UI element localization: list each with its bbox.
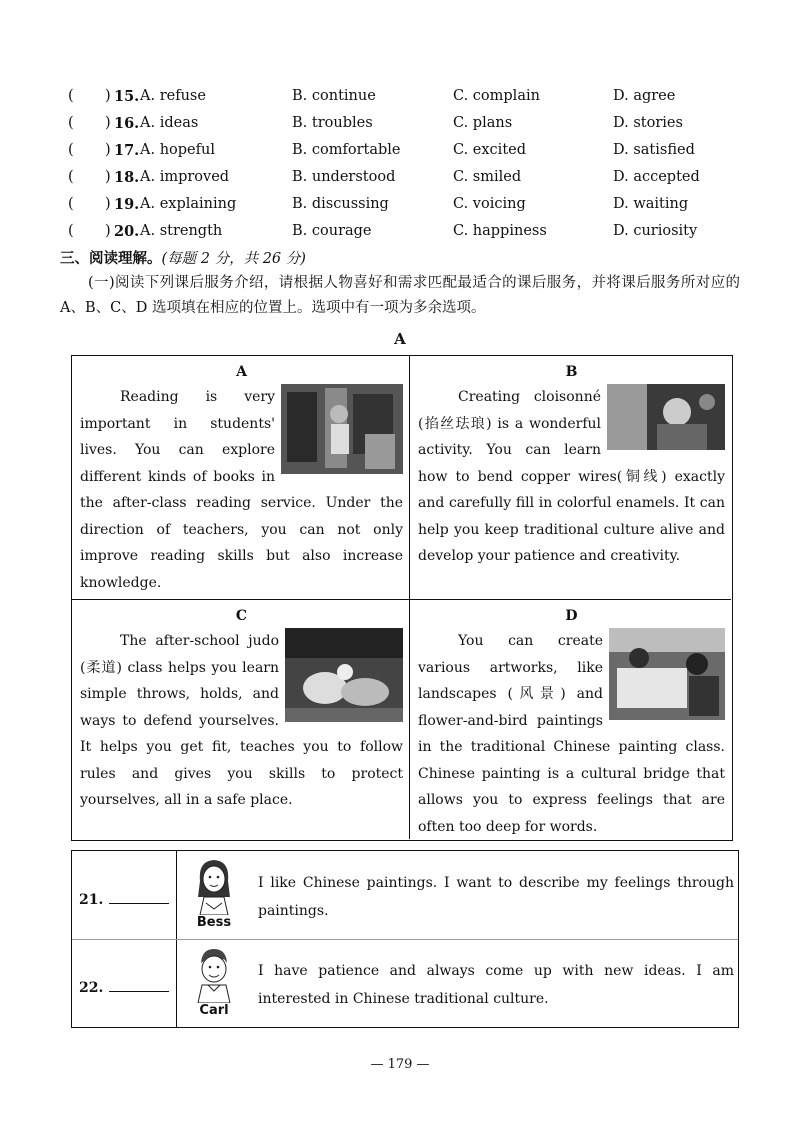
answer-paren-right: ): [105, 196, 111, 212]
answer-paren-left: (: [68, 196, 74, 212]
mc-row: [60, 196, 760, 223]
answer-paren-right: ): [105, 115, 111, 131]
answer-blank[interactable]: [109, 891, 169, 904]
cloisonne-photo: [607, 384, 725, 450]
question-number: 16.: [114, 115, 140, 132]
character-statement: I like Chinese paintings. I want to describe my feelings through paintings.: [258, 875, 734, 919]
service-card-b: [410, 356, 731, 600]
card-label: C: [235, 608, 248, 624]
answer-paren-left: (: [68, 115, 74, 131]
question-number: 17.: [114, 142, 140, 159]
option-d: D. satisfied: [613, 142, 695, 158]
option-c: C. excited: [453, 142, 527, 158]
option-b: B. discussing: [292, 196, 389, 212]
answer-slot: [79, 979, 169, 996]
card-text: You can create various artworks, like landscapes (风景) and flower-and-bird paintings in the traditional Chinese painting class. Chinese painting is a cultural bridge that allows you to express feelings that are often too deep for words.: [418, 633, 725, 835]
section-title: 三、阅读理解。: [60, 250, 162, 267]
option-c: C. voicing: [453, 196, 526, 212]
question-number: 19.: [114, 196, 140, 213]
service-grid: [71, 355, 733, 841]
answer-paren-left: (: [68, 88, 74, 104]
matching-table: [71, 850, 739, 1028]
answer-paren-right: ): [105, 223, 111, 239]
answer-paren-left: (: [68, 169, 74, 185]
card-label: D: [565, 608, 578, 624]
character-name: Carl: [199, 1003, 229, 1018]
option-d: D. stories: [613, 115, 683, 131]
option-a: A. refuse: [140, 88, 206, 104]
question-number: 20.: [114, 223, 140, 240]
option-c: C. complain: [453, 88, 540, 104]
answer-blank[interactable]: [109, 979, 169, 992]
service-card-a: [72, 356, 410, 600]
section-instruction: (一)阅读下列课后服务介绍，请根据人物喜好和需求匹配最适合的课后服务，并将课后服务所对应的 A、B、C、D 选项填在相应的位置上。选项中有一项为多余选项。: [60, 275, 740, 316]
mc-row: [60, 115, 760, 142]
option-d: D. curiosity: [613, 223, 698, 239]
card-text: The after-school judo (柔道) class helps you learn simple throws, holds, and ways to defend yourselves. It helps you get fit, teaches you to follow rules and gives you skills to protect yourselves, all in a safe place.: [80, 633, 403, 808]
answer-slot: [79, 891, 169, 908]
question-number: 18.: [114, 169, 140, 186]
option-c: C. smiled: [453, 169, 522, 185]
service-card-c: [72, 600, 410, 839]
multiple-choice-list: [60, 88, 760, 250]
judo-photo: [285, 628, 403, 722]
option-b: B. courage: [292, 223, 372, 239]
option-a: A. hopeful: [140, 142, 215, 158]
answer-paren-right: ): [105, 169, 111, 185]
card-label: A: [236, 364, 247, 380]
page-number: — 179 —: [370, 1057, 430, 1072]
answer-paren-right: ): [105, 88, 111, 104]
option-d: D. accepted: [613, 169, 700, 185]
match-row: [72, 851, 738, 940]
section-score: (每题 2 分，共 26 分): [161, 251, 306, 267]
service-card-d: [410, 600, 731, 839]
option-a: A. strength: [140, 223, 223, 239]
reading-photo: [281, 384, 403, 474]
option-a: A. ideas: [140, 115, 199, 131]
match-row: [72, 939, 738, 1027]
painting-class-photo: [609, 628, 725, 720]
card-label: B: [565, 364, 578, 380]
option-a: A. explaining: [140, 196, 237, 212]
character-name: Bess: [196, 915, 232, 930]
mc-row: [60, 142, 760, 169]
answer-paren-left: (: [68, 142, 74, 158]
mc-row: [60, 223, 760, 250]
character-statement: I have patience and always come up with new ideas. I am interested in Chinese traditional culture.: [258, 963, 734, 1007]
mc-row: [60, 169, 760, 196]
passage-label: A: [394, 330, 406, 348]
boy-avatar-icon: [192, 945, 236, 1003]
option-d: D. waiting: [613, 196, 689, 212]
mc-row: [60, 88, 760, 115]
option-b: B. understood: [292, 169, 396, 185]
option-d: D. agree: [613, 88, 676, 104]
card-text: Reading is very important in students' lives. You can explore different kinds of books in the after-class reading service. Under the direction of teachers, you can not only improve reading skills but also increase knowledge.: [80, 389, 403, 591]
answer-paren-right: ): [105, 142, 111, 158]
option-b: B. troubles: [292, 115, 373, 131]
card-text: Creating cloisonné (掐丝珐琅) is a wonderful activity. You can learn how to bend copper wires(铜线) exactly and carefully fill in colorful enamels. It can help you keep traditional culture alive and develop your patience and creativity.: [418, 389, 725, 564]
option-a: A. improved: [140, 169, 230, 185]
question-number: 15.: [114, 88, 140, 105]
girl-avatar-icon: [192, 857, 236, 915]
option-c: C. plans: [453, 115, 513, 131]
option-c: C. happiness: [453, 223, 547, 239]
section-heading: [60, 247, 306, 268]
option-b: B. comfortable: [292, 142, 401, 158]
question-number: 22.: [79, 980, 104, 996]
option-b: B. continue: [292, 88, 376, 104]
question-number: 21.: [79, 892, 104, 908]
answer-paren-left: (: [68, 223, 74, 239]
